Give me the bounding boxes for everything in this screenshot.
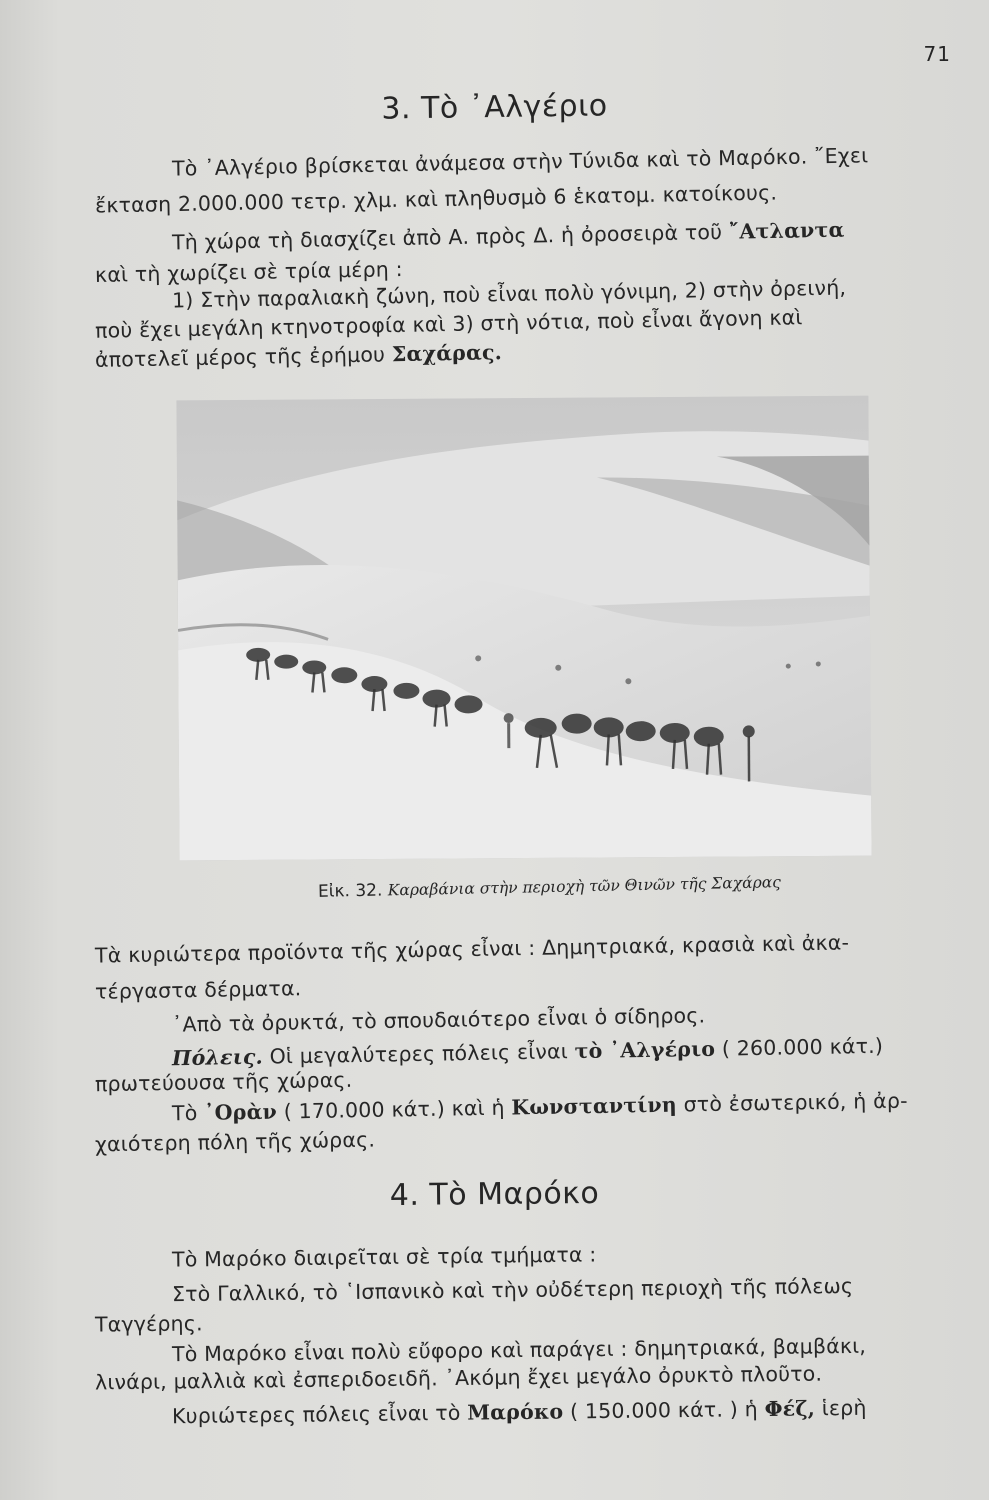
sahara-name: Σαχάρας. (391, 340, 503, 367)
city-constantine: Κωνσταντίνη (511, 1092, 678, 1120)
paragraph-line-6: ποὺ ἔχει μεγάλη κτηνοτροφία καὶ 3) στὴ νότια, ποὺ εἶναι ἄγονη καὶ (94, 305, 803, 343)
morocco-line-2: Στὸ Γαλλικό, τὸ ῾Ισπανικὸ καὶ τὴν οὐδέτερη περιοχὴ τῆς πόλεως (171, 1273, 854, 1307)
figure-caption-text: Καραβάνια στὴν περιοχὴ τῶν Θινῶν τῆς Σαχάρας (387, 873, 782, 900)
paragraph-line-5: 1) Στὴν παραλιακὴ ζώνη, ποὺ εἶναι πολὺ γόνιμη, 2) στὴν ὀρεινή, (171, 275, 847, 313)
products-line-2: τέργαστα δέρματα. (94, 976, 302, 1004)
morocco-line-3: Ταγγέρης. (94, 1311, 203, 1337)
fez-desc: ἱερὴ (821, 1395, 867, 1421)
cities-line-2: πρωτεύουσα τῆς χώρας. (94, 1067, 353, 1097)
atlas-name: ῎Ατλαντα (728, 217, 845, 244)
morocco-cities-prefix: Κυριώτερες πόλεις εἶναι τὸ (171, 1400, 461, 1429)
marrakesh-population: ( 150.000 κάτ. ) ἡ (569, 1397, 759, 1424)
morocco-line-1: Τὸ Μαρόκο διαιρεῖται σὲ τρία τμήματα : (171, 1242, 597, 1272)
figure-number: Εἰκ. 32. (317, 880, 383, 902)
paragraph-line-3 (172, 218, 845, 255)
constantine-desc: στὸ ἐσωτερικό, ἡ ἀρ- (683, 1088, 908, 1117)
paragraph-line-1: Τὸ ᾿Αλγέριο βρίσκεται ἀνάμεσα στὴν Τύνιδα καὶ τὸ Μαρόκο. ῎Εχει (171, 143, 869, 181)
oran-population: ( 170.000 κάτ.) καὶ ἡ (283, 1095, 505, 1124)
desert-caravan-photo (176, 396, 871, 861)
city-marrakesh: Μαρόκο (467, 1399, 564, 1425)
cities-line-3 (172, 1089, 908, 1126)
sahara-prefix: ἀποτελεῖ μέρος τῆς ἐρήμου (94, 342, 386, 372)
cities-line-1 (172, 1034, 883, 1070)
morocco-line-5: λινάρι, μαλλιὰ καὶ ἐσπεριδοειδῆ. ᾿Ακόμη ἔχει μεγάλο ὀρυκτὸ πλοῦτο. (94, 1361, 823, 1395)
paragraph-line-2: ἔκταση 2.000.000 τετρ. χλμ. καὶ πληθυσμὸ 6 ἑκατομ. κατοίκους. (94, 180, 778, 218)
cities-label: Πόλεις. (171, 1044, 264, 1071)
oran-prefix: Τὸ (171, 1100, 198, 1126)
paragraph-line-7 (95, 340, 502, 372)
paragraph-line-4: καὶ τὴ χωρίζει σὲ τρία μέρη : (94, 257, 404, 287)
cities-mid-text: Οἱ μεγαλύτερες πόλεις εἶναι (269, 1039, 569, 1069)
products-line-1: Τὰ κυριώτερα προϊόντα τῆς χώρας εἶναι : Δημητριακά, κρασιὰ καὶ ἀκα- (94, 930, 850, 968)
minerals-line: ᾿Απὸ τὰ ὀρυκτά, τὸ σπουδαιότερο εἶναι ὁ σίδηρος. (171, 1003, 706, 1037)
city-oran: ᾿Ορὰν (204, 1099, 278, 1125)
atlas-text: Τὴ χώρα τὴ διασχίζει ἀπὸ Α. πρὸς Δ. ἡ ὀροσειρὰ τοῦ (171, 219, 723, 255)
morocco-line-6 (172, 1396, 867, 1428)
city-fez: Φέζ, (764, 1396, 816, 1422)
algiers-population: ( 260.000 κάτ.) (721, 1033, 884, 1061)
figure-caption (318, 872, 781, 902)
page-number: 71 (923, 42, 951, 66)
city-algiers: τὸ ᾿Αλγέριο (574, 1036, 716, 1064)
section-title-morocco: 4. Τὸ Μαρόκο (389, 1175, 600, 1214)
caravan-illustration (176, 396, 871, 861)
morocco-line-4: Τὸ Μαρόκο εἶναι πολὺ εὔφορο καὶ παράγει : δημητριακά, βαμβάκι, (171, 1333, 867, 1367)
section-title-algeria: 3. Τὸ ᾿Αλγέριο (381, 88, 608, 127)
cities-line-4: χαιότερη πόλη τῆς χώρας. (94, 1127, 376, 1157)
